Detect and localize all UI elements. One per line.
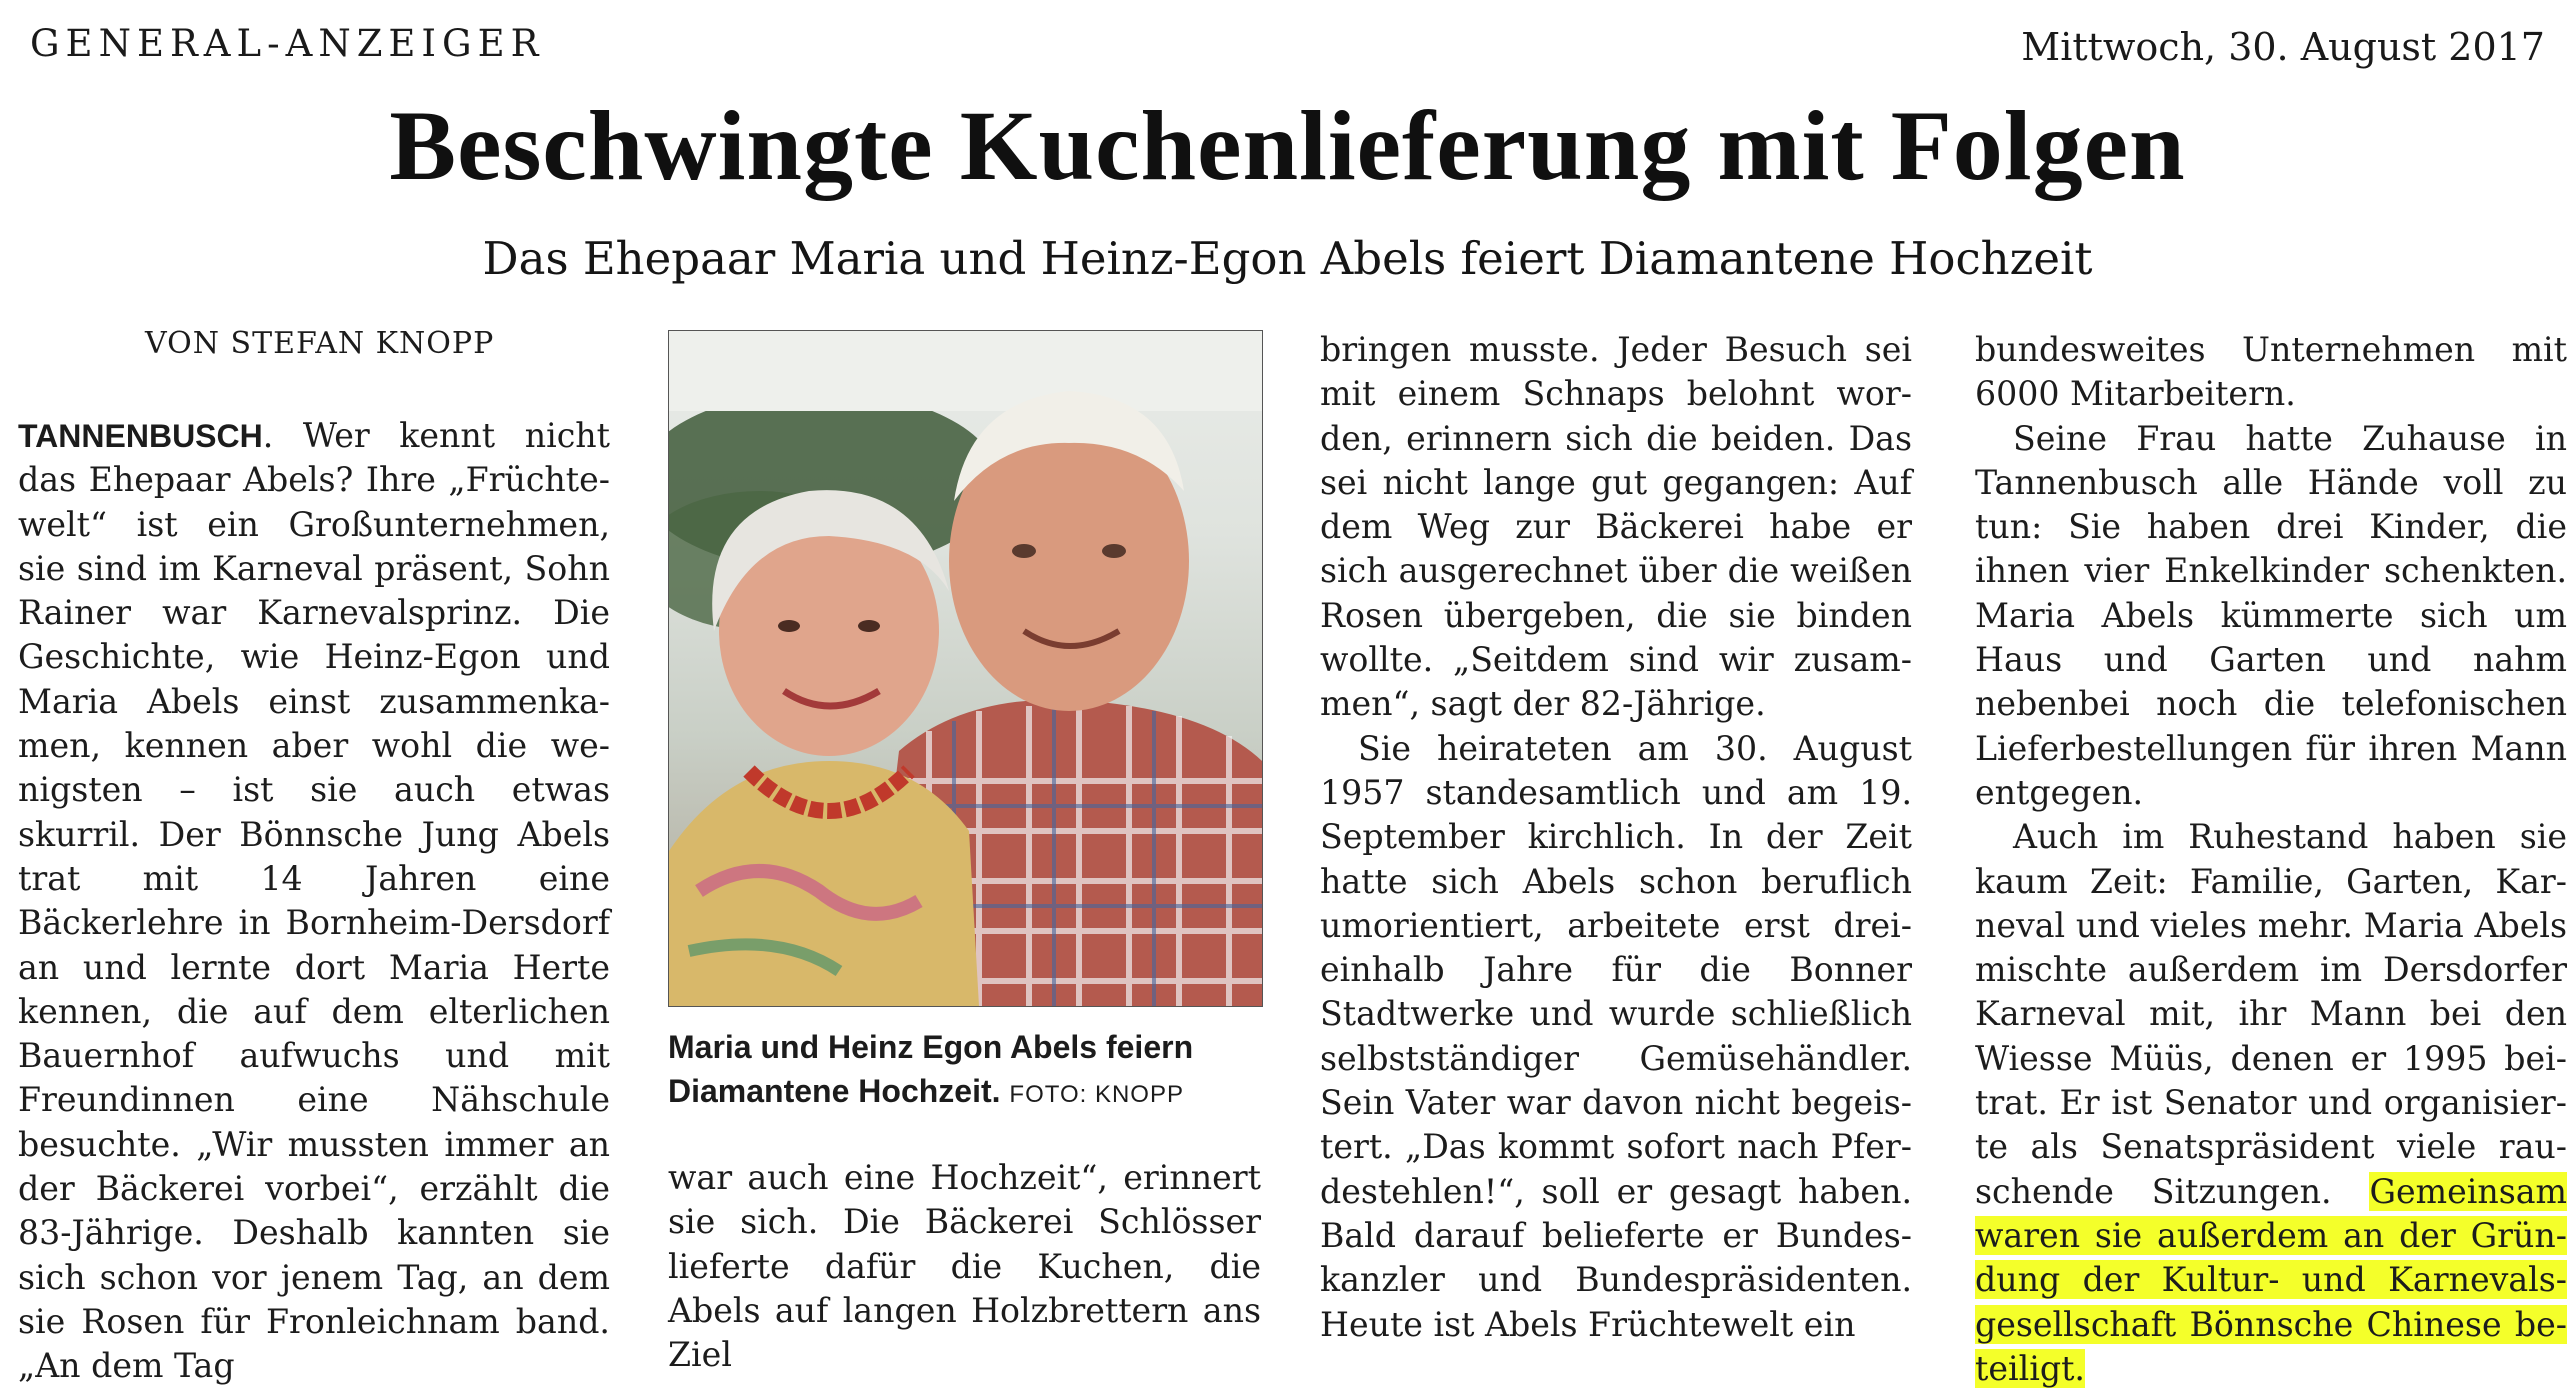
photo-credit: FOTO: KNOPP	[1009, 1081, 1184, 1108]
paragraph: Seine Frau hatte Zuhause in Tannenbusch alle Hände voll zu tun: Sie haben drei Kinder, die ihnen vier Enkelkinder schenkten. Maria Abels kümmerte sich um Haus und Garten und nahm nebenbei noch die telefonischen Lieferbestellungen für ihren Mann entgegen.	[1975, 418, 2567, 812]
issue-date: Mittwoch, 30. August 2017	[2021, 25, 2545, 69]
caption-text: Maria und Heinz Egon Abels feiern Diamantene Hochzeit.	[668, 1029, 1194, 1109]
couple-photo-illustration	[669, 331, 1262, 1006]
paragraph	[1975, 815, 2567, 1391]
masthead: GENERAL-ANZEIGER	[30, 22, 545, 65]
article-column-1	[18, 414, 610, 1389]
paragraph: Sie heirateten am 30. August 1957 standesamtlich und am 19. September kirchlich. In der Zeit hatte sich Abels schon beruflich umorientiert, arbeitete erst dreieinhalb Jahre für die Bonner Stadtwerke und wurde schließlich selbstständiger Gemüsehändler. Sein Vater war davon nicht begeistert. „Das kommt sofort nach Pferdestehlen!“, soll er gesagt haben. Bald darauf belieferte er Bundeskanzler und Bundespräsidenten. Heute ist Abels Früchtewelt ein	[1320, 728, 1912, 1344]
paragraph	[18, 414, 610, 1389]
article-column-3	[1320, 328, 1912, 1347]
headline: Beschwingte Kuchenlieferung mit Folgen	[389, 90, 2186, 201]
couple-photo	[668, 330, 1263, 1007]
paragraph-text: . Wer kennt nicht das Ehepaar Abels? Ihre „Früchtewelt“ ist ein Großunternehmen, sie sind im Karneval präsent, Sohn Rainer war Karnevalsprinz. Die Geschichte, wie Heinz-Egon und Maria Abels einst zusammenkamen, kennen aber wohl die wenigsten – ist sie auch etwas skurril. Der Bönnsche Jung Abels trat mit 14 Jahren eine Bäckerlehre in Bornheim-Dersdorf an und lernte dort Maria Herte kennen, die auf dem elterlichen Bauernhof aufwuchs und mit Freundinnen eine Nähschule besuchte. „Wir mussten immer an der Bäckerei vorbei“, erzählt die 83-Jährige. Deshalb kannten sie sich schon vor jenem Tag, an dem sie Rosen für Fronleichnam band. „An dem Tag	[18, 416, 610, 1386]
article-column-4	[1975, 328, 2567, 1391]
paragraph: bringen musste. Jeder Besuch sei mit einem Schnaps belohnt worden, erinnern sich die beiden. Das sei nicht lange gut gegangen: Auf dem Weg zur Bäckerei habe er sich ausgerechnet über die weißen Rosen übergeben, die sie binden wollte. „Seitdem sind wir zusammen“, sagt der 82-Jährige.	[1320, 330, 1912, 724]
paragraph: bundesweites Unternehmen mit 6000 Mitarbeitern.	[1975, 330, 2567, 414]
dateline-location: TANNENBUSCH	[18, 418, 263, 454]
paragraph-text: Auch im Ruhestand haben sie kaum Zeit: Familie, Garten, Karneval und vieles mehr. Maria Abels mischte außerdem im Dersdorfer Karneval mit, ihr Mann bei den Wiesse Müüs, denen er 1995 beitrat. Er ist Senator und organisierte als Senatspräsident viele rauschende Sitzungen.	[1975, 817, 2567, 1211]
article-column-2	[668, 1156, 1261, 1377]
subheadline: Das Ehepaar Maria und Heinz-Egon Abels feiert Diamantene Hochzeit	[482, 232, 2093, 285]
highlighted-text: Gemeinsam waren sie außerdem an der Gründung der Kultur- und Karnevalsgesellschaft Bönnsche Chinese beteiligt.	[1975, 1171, 2567, 1388]
byline: VON STEFAN KNOPP	[145, 326, 495, 361]
paragraph: war auch eine Hochzeit“, erinnert sie sich. Die Bäckerei Schlösser lieferte dafür die Kuchen, die Abels auf langen Holzbrettern ans Ziel	[668, 1158, 1261, 1375]
photo-caption	[668, 1025, 1268, 1117]
